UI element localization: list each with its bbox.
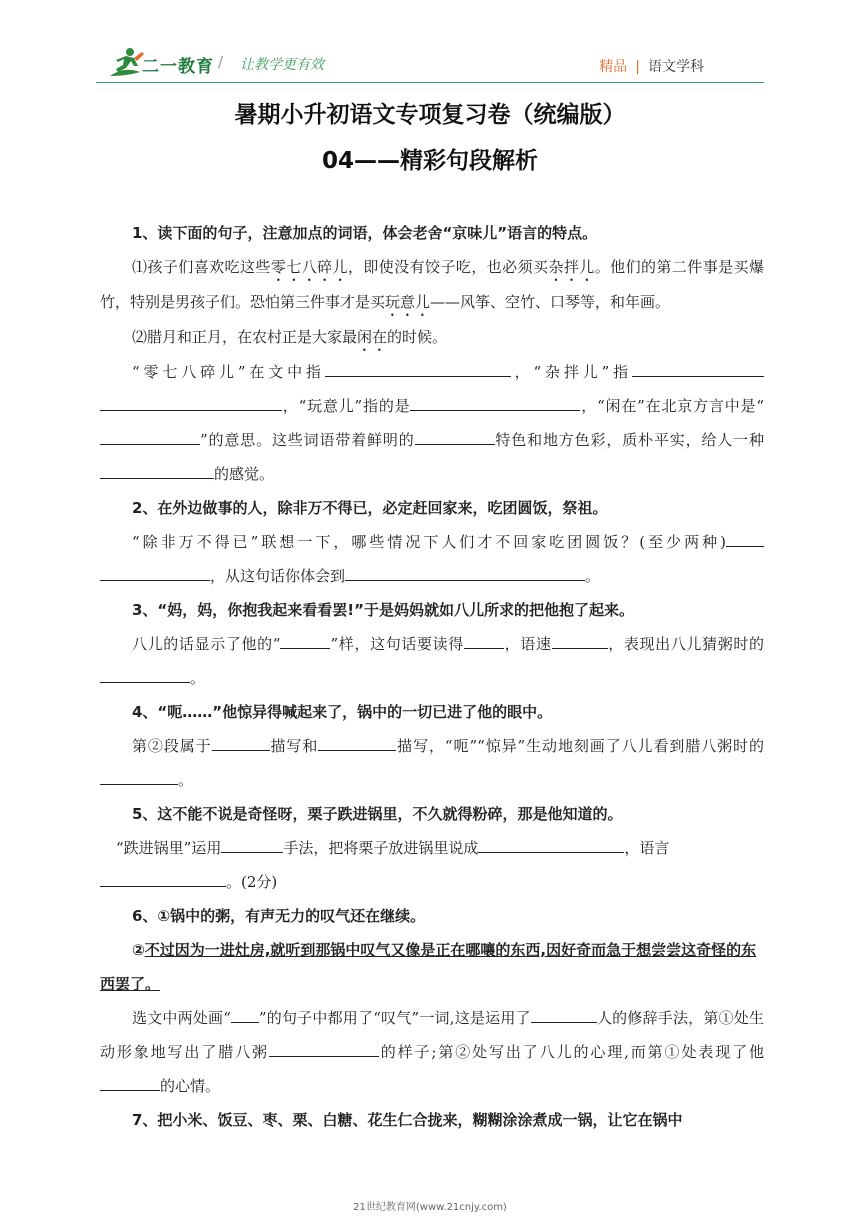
question-6-fill: 选文中两处画“ ”的句子中都用了“叹气”一词,这是运用了 人的修辞手法，第①处生动形象地写出了腊八粥 的样子;第②处写出了八儿的心理,而第①处表现了他 的心情。 xyxy=(100,1001,764,1103)
subject-label: 语文学科 xyxy=(648,59,704,75)
question-1-sentence-1: ⑴孩子们喜欢吃这些零七八碎儿，即使没有饺子吃，也必须买杂拌儿。他们的第二件事是买爆竹，特别是男孩子们。恐怕第三件事才是买玩意儿——风筝、空竹、口琴等，和年画。 xyxy=(100,258,764,311)
question-1-stem: 1、读下面的句子，注意加点的词语，体会老舍“京味儿”语言的特点。 xyxy=(132,224,598,242)
dotted-word: 杂拌儿 xyxy=(548,258,595,276)
question-6-stem-2: ②不过因为一进灶房,就听到那锅中叹气又像是正在哪嚷的东西,因好奇而急于想尝尝这奇怪的东西罢了。 xyxy=(100,941,757,993)
question-3-fill: 八儿的话显示了他的“ ”样，这句话要读得 ，语速 ，表现出八儿猜粥时的。 xyxy=(100,627,764,695)
page-header xyxy=(0,0,860,90)
logo-text: 二一教育 xyxy=(142,57,214,77)
answer-blank[interactable] xyxy=(212,730,270,751)
answer-blank[interactable] xyxy=(100,866,226,887)
question-4-stem: 4、“呃……”他惊异得喊起来了，锅中的一切已进了他的眼中。 xyxy=(132,703,553,721)
answer-blank[interactable] xyxy=(100,662,190,683)
answer-blank[interactable] xyxy=(231,1002,259,1023)
answer-blank[interactable] xyxy=(100,764,178,785)
dotted-word: 玩意儿 xyxy=(385,293,431,311)
answer-blank[interactable] xyxy=(464,628,504,649)
answer-blank[interactable] xyxy=(269,1036,379,1057)
answer-blank[interactable] xyxy=(100,390,282,411)
answer-blank[interactable] xyxy=(325,356,511,377)
question-5-stem: 5、这不能不说是奇怪呀，栗子跌进锅里，不久就得粉碎，那是他知道的。 xyxy=(132,805,623,823)
question-4-fill: 第②段属于 描写和 描写，“呃”“惊异”生动地刻画了八儿看到腊八粥时的。 xyxy=(100,729,764,797)
answer-blank[interactable] xyxy=(410,390,580,411)
answer-blank[interactable] xyxy=(345,560,585,581)
answer-blank[interactable] xyxy=(100,424,200,445)
question-2-stem: 2、在外边做事的人，除非万不得已，必定赶回家来，吃团圆饭，祭祖。 xyxy=(132,499,608,517)
answer-blank[interactable] xyxy=(552,628,608,649)
header-divider xyxy=(96,82,764,83)
answer-blank[interactable] xyxy=(726,526,764,547)
answer-blank[interactable] xyxy=(632,356,764,377)
answer-blank[interactable] xyxy=(318,730,396,751)
question-1-fill: “零七八碎儿”在文中指 ，“杂拌儿”指，“玩意儿”指的是 ，“闲在”在北京方言中是“”的意思。这些词语带着鲜明的 特色和地方色彩，质朴平实，给人一种的感觉。 xyxy=(100,355,764,491)
question-6-stem: 6、①锅中的粥，有声无力的叹气还在继续。 xyxy=(132,907,426,925)
question-5-fill: “跌进锅里”运用 手法，把将栗子放进锅里说成 ，语言。(2分) xyxy=(100,831,764,899)
dotted-word: 零七八碎儿 xyxy=(270,258,348,276)
answer-blank[interactable] xyxy=(100,458,214,479)
answer-blank[interactable] xyxy=(100,560,210,581)
page-footer: 21世纪教育网(www.21cnjy.com) xyxy=(353,1202,507,1213)
answer-blank[interactable] xyxy=(280,628,330,649)
document-body xyxy=(100,216,764,1137)
answer-blank[interactable] xyxy=(100,1070,160,1091)
answer-blank[interactable] xyxy=(531,1002,597,1023)
slogan: 让教学更有效 xyxy=(240,57,324,73)
answer-blank[interactable] xyxy=(415,424,495,445)
question-7-stem: 7、把小米、饭豆、枣、栗、白糖、花生仁合拢来，糊糊涂涂煮成一锅，让它在锅中 xyxy=(132,1111,683,1129)
page-subtitle: 04——精彩句段解析 xyxy=(321,148,538,174)
answer-blank[interactable] xyxy=(221,832,283,853)
question-2-fill: “除非万不得已”联想一下，哪些情况下人们才不回家吃团圆饭？(至少两种)，从这句话你体会到 。 xyxy=(100,525,764,593)
page-title: 暑期小升初语文专项复习卷（统编版） xyxy=(234,102,626,128)
question-3-stem: 3、“妈，妈，你抱我起来看看罢!”于是妈妈就如八儿所求的把他抱了起来。 xyxy=(132,601,634,619)
header-separator: | xyxy=(635,59,640,75)
dotted-word: 闲在 xyxy=(357,328,388,346)
question-1-sentence-2: ⑵腊月和正月，在农村正是大家最闲在的时候。 xyxy=(132,328,448,346)
badge-quality: 精品 xyxy=(599,59,628,75)
header-slash: / xyxy=(218,53,224,71)
header-right xyxy=(599,56,704,76)
answer-blank[interactable] xyxy=(478,832,624,853)
